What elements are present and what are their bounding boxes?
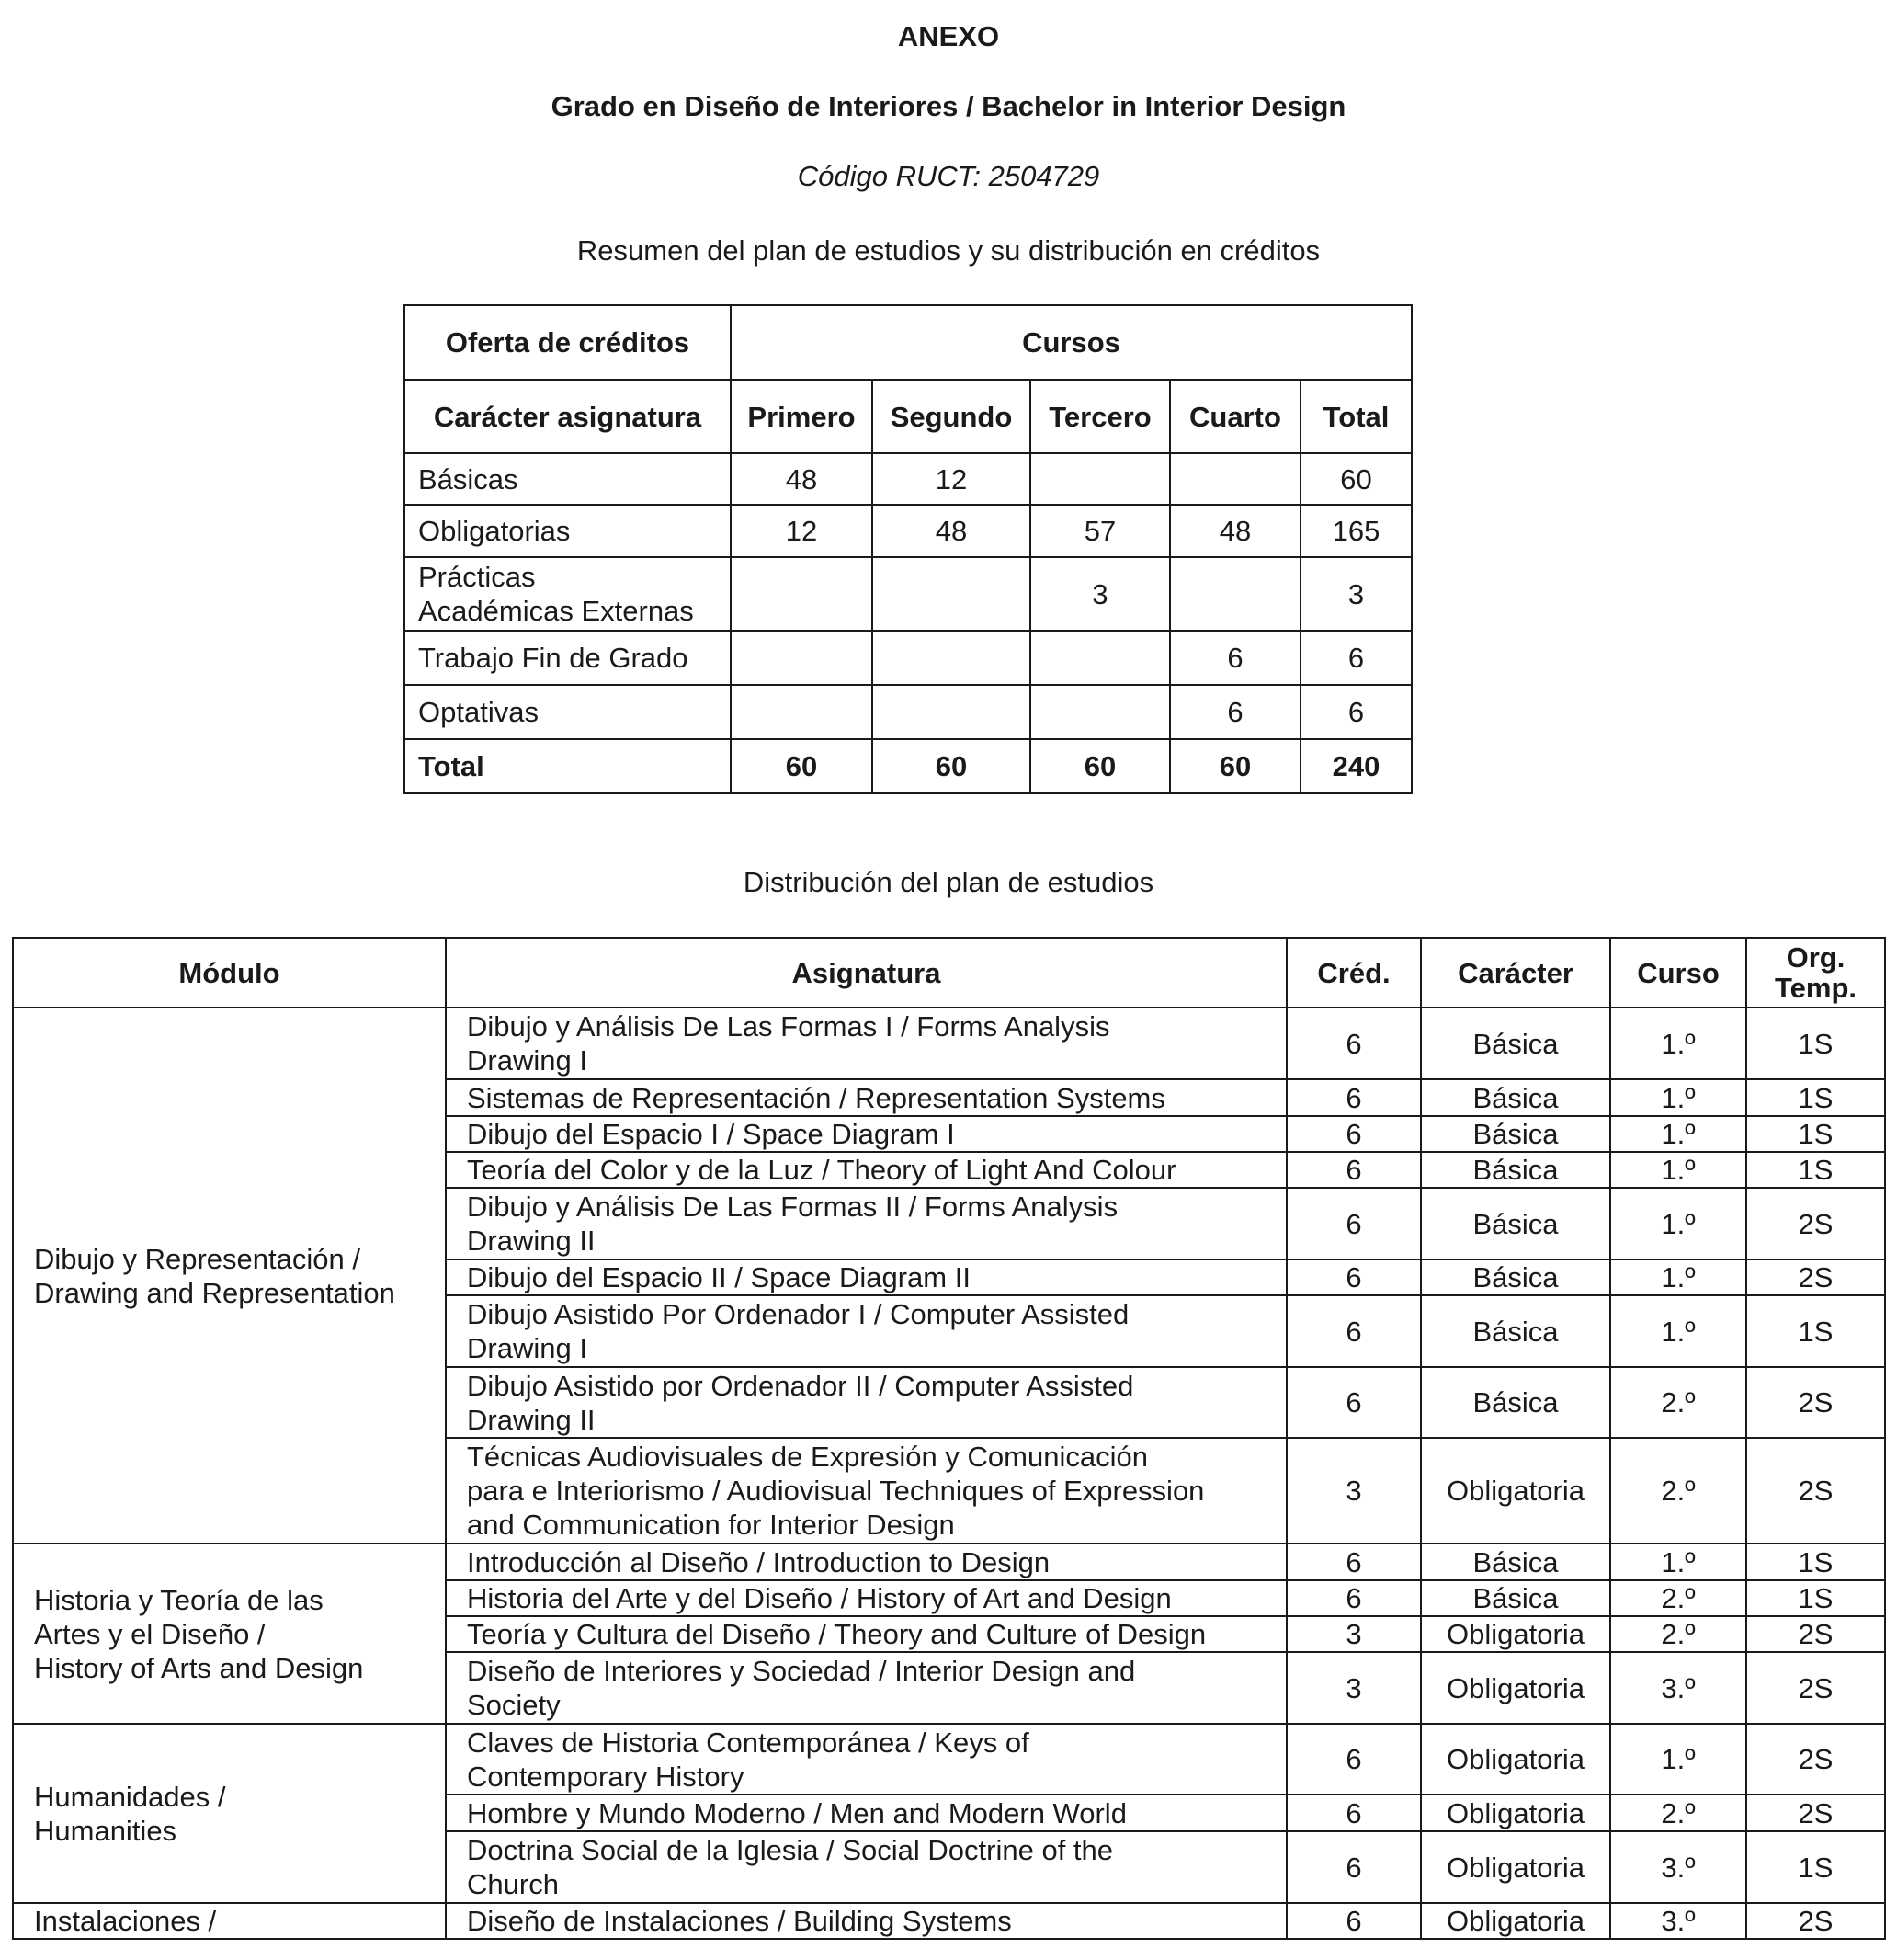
org-cell: 2S <box>1746 1367 1885 1438</box>
cred-cell: 6 <box>1287 1295 1421 1367</box>
summary-total-row <box>404 739 1412 793</box>
cell-tercero: 60 <box>1030 739 1170 793</box>
subject-line: Contemporary History <box>467 1760 744 1793</box>
caracter-cell: Obligatoria <box>1421 1903 1610 1939</box>
subject-cell <box>446 1831 1287 1903</box>
subject-cell: Historia del Arte y del Diseño / History of Art and Design <box>446 1580 1287 1616</box>
cred-cell: 6 <box>1287 1903 1421 1939</box>
cell-total: 6 <box>1301 631 1412 685</box>
org-cell: 1S <box>1746 1079 1885 1116</box>
curso-cell: 1.º <box>1610 1295 1746 1367</box>
curso-cell: 3.º <box>1610 1652 1746 1724</box>
summary-row <box>404 685 1412 739</box>
row-label: Total <box>404 739 731 793</box>
subject-cell: Teoría del Color y de la Luz / Theory of Light And Colour <box>446 1152 1287 1188</box>
degree-title: Grado en Diseño de Interiores / Bachelor in Interior Design <box>551 90 1346 122</box>
summary-row <box>404 631 1412 685</box>
subject-cell: Hombre y Mundo Moderno / Men and Modern World <box>446 1795 1287 1831</box>
cell-total: 3 <box>1301 557 1412 631</box>
subject-cell <box>446 1295 1287 1367</box>
subject-line: para e Interiorismo / Audiovisual Techniques of Expression <box>467 1475 1205 1507</box>
cred-cell: 3 <box>1287 1616 1421 1652</box>
cell-total: 60 <box>1301 453 1412 505</box>
summary-row <box>404 505 1412 557</box>
subject-line: Society <box>467 1689 561 1721</box>
cell-tercero <box>1030 685 1170 739</box>
caracter-cell: Básica <box>1421 1008 1610 1079</box>
org-cell: 2S <box>1746 1188 1885 1259</box>
subject-cell <box>446 1438 1287 1544</box>
subject-cell <box>446 1188 1287 1259</box>
cred-cell: 6 <box>1287 1079 1421 1116</box>
curso-cell: 1.º <box>1610 1724 1746 1795</box>
curso-cell: 1.º <box>1610 1259 1746 1295</box>
curso-cell: 1.º <box>1610 1188 1746 1259</box>
cred-cell: 3 <box>1287 1438 1421 1544</box>
cell-cuarto <box>1170 453 1301 505</box>
cell-primero <box>731 557 872 631</box>
cell-tercero <box>1030 453 1170 505</box>
ruct-code: Código RUCT: 2504729 <box>797 160 1100 192</box>
cell-cuarto <box>1170 557 1301 631</box>
cell-segundo: 48 <box>872 505 1030 557</box>
row-label: Trabajo Fin de Grado <box>404 631 731 685</box>
header-modulo: Módulo <box>13 938 446 1008</box>
subject-cell: Dibujo del Espacio II / Space Diagram II <box>446 1259 1287 1295</box>
cred-cell: 6 <box>1287 1795 1421 1831</box>
org-cell: 2S <box>1746 1438 1885 1544</box>
caracter-cell: Básica <box>1421 1295 1610 1367</box>
caracter-cell: Obligatoria <box>1421 1831 1610 1903</box>
header-cursos: Cursos <box>731 305 1412 380</box>
org-cell: 1S <box>1746 1152 1885 1188</box>
annex-heading: ANEXO <box>897 20 1000 52</box>
module-cell <box>13 1008 446 1544</box>
curso-cell: 2.º <box>1610 1795 1746 1831</box>
row-label: Obligatorias <box>404 505 731 557</box>
cell-primero <box>731 631 872 685</box>
subject-line: Drawing I <box>467 1332 587 1364</box>
module-line: Humanidades / <box>34 1780 226 1813</box>
caracter-cell: Obligatoria <box>1421 1616 1610 1652</box>
module-line: Drawing and Representation <box>34 1276 395 1309</box>
module-cell <box>13 1724 446 1903</box>
module-line: Humanities <box>34 1814 177 1847</box>
curso-cell: 1.º <box>1610 1152 1746 1188</box>
module-cell <box>13 1544 446 1724</box>
header-segundo: Segundo <box>872 380 1030 453</box>
curso-cell: 2.º <box>1610 1616 1746 1652</box>
curso-cell: 1.º <box>1610 1544 1746 1580</box>
cred-cell: 6 <box>1287 1544 1421 1580</box>
subject-line: Dibujo Asistido por Ordenador II / Computer Assisted <box>467 1369 1134 1402</box>
row-label: Básicas <box>404 453 731 505</box>
subject-cell <box>446 1008 1287 1079</box>
curso-cell: 1.º <box>1610 1008 1746 1079</box>
distribution-caption: Distribución del plan de estudios <box>743 866 1154 898</box>
header-oferta: Oferta de créditos <box>404 305 731 380</box>
subject-line: Dibujo y Análisis De Las Formas I / Forms Analysis <box>467 1010 1110 1043</box>
cred-cell: 6 <box>1287 1724 1421 1795</box>
subject-cell: Teoría y Cultura del Diseño / Theory and Culture of Design <box>446 1616 1287 1652</box>
header-cuarto: Cuarto <box>1170 380 1301 453</box>
summary-header-row <box>404 305 1412 380</box>
summary-row <box>404 557 1412 631</box>
cell-tercero: 57 <box>1030 505 1170 557</box>
curso-cell: 2.º <box>1610 1438 1746 1544</box>
cell-segundo <box>872 631 1030 685</box>
cell-total: 240 <box>1301 739 1412 793</box>
subject-line: Técnicas Audiovisuales de Expresión y Comunicación <box>467 1441 1148 1473</box>
subject-line: Drawing II <box>467 1225 596 1257</box>
credit-summary-table <box>403 304 1413 794</box>
caracter-cell: Básica <box>1421 1367 1610 1438</box>
row-label: Optativas <box>404 685 731 739</box>
table-row <box>13 1903 1885 1939</box>
cred-cell: 6 <box>1287 1152 1421 1188</box>
cred-cell: 6 <box>1287 1259 1421 1295</box>
cell-cuarto: 60 <box>1170 739 1301 793</box>
summary-row <box>404 453 1412 505</box>
cred-cell: 6 <box>1287 1116 1421 1152</box>
org-cell: 1S <box>1746 1544 1885 1580</box>
subject-line: Dibujo Asistido Por Ordenador I / Computer Assisted <box>467 1298 1130 1330</box>
org-cell: 2S <box>1746 1652 1885 1724</box>
header-org-temp <box>1746 938 1885 1008</box>
subject-line: Dibujo y Análisis De Las Formas II / Forms Analysis <box>467 1191 1119 1223</box>
cred-cell: 6 <box>1287 1367 1421 1438</box>
curso-cell: 3.º <box>1610 1831 1746 1903</box>
cell-cuarto: 6 <box>1170 685 1301 739</box>
cell-cuarto: 6 <box>1170 631 1301 685</box>
subject-cell <box>446 1652 1287 1724</box>
cell-segundo <box>872 557 1030 631</box>
caracter-cell: Obligatoria <box>1421 1795 1610 1831</box>
table-row <box>13 1544 1885 1580</box>
cell-primero <box>731 685 872 739</box>
subject-line: Drawing II <box>467 1403 596 1436</box>
header-asignatura: Asignatura <box>446 938 1287 1008</box>
header-org-line: Temp. <box>1775 972 1857 1004</box>
row-label <box>404 557 731 631</box>
cred-cell: 6 <box>1287 1008 1421 1079</box>
cred-cell: 6 <box>1287 1580 1421 1616</box>
cell-segundo: 12 <box>872 453 1030 505</box>
subject-line: Church <box>467 1868 559 1900</box>
module-cell: Instalaciones / <box>13 1903 446 1939</box>
module-line: Historia y Teoría de las <box>34 1583 324 1616</box>
org-cell: 1S <box>1746 1008 1885 1079</box>
curso-cell: 3.º <box>1610 1903 1746 1939</box>
distribution-table <box>12 937 1886 1940</box>
header-total: Total <box>1301 380 1412 453</box>
org-cell: 1S <box>1746 1580 1885 1616</box>
subject-line: and Communication for Interior Design <box>467 1509 955 1541</box>
summary-caption: Resumen del plan de estudios y su distribución en créditos <box>576 234 1321 267</box>
org-cell: 2S <box>1746 1795 1885 1831</box>
header-caracter: Carácter asignatura <box>404 380 731 453</box>
subject-cell: Dibujo del Espacio I / Space Diagram I <box>446 1116 1287 1152</box>
header-caracter: Carácter <box>1421 938 1610 1008</box>
header-cred: Créd. <box>1287 938 1421 1008</box>
cell-primero: 48 <box>731 453 872 505</box>
subject-line: Claves de Historia Contemporánea / Keys of <box>467 1726 1029 1759</box>
caracter-cell: Básica <box>1421 1544 1610 1580</box>
org-cell: 1S <box>1746 1116 1885 1152</box>
curso-cell: 1.º <box>1610 1079 1746 1116</box>
module-line: History of Arts and Design <box>34 1651 364 1684</box>
cell-tercero: 3 <box>1030 557 1170 631</box>
org-cell: 2S <box>1746 1724 1885 1795</box>
table-row <box>13 1008 1885 1079</box>
org-cell: 1S <box>1746 1295 1885 1367</box>
header-curso: Curso <box>1610 938 1746 1008</box>
subject-cell: Diseño de Instalaciones / Building Systems <box>446 1903 1287 1939</box>
subject-cell <box>446 1367 1287 1438</box>
cell-segundo <box>872 685 1030 739</box>
cell-total: 6 <box>1301 685 1412 739</box>
row-label-line: Académicas Externas <box>418 595 694 627</box>
module-line: Artes y el Diseño / <box>34 1617 266 1650</box>
summary-subheader-row <box>404 380 1412 453</box>
curso-cell: 1.º <box>1610 1116 1746 1152</box>
header-primero: Primero <box>731 380 872 453</box>
org-cell: 2S <box>1746 1616 1885 1652</box>
distribution-header-row <box>13 938 1885 1008</box>
org-cell: 2S <box>1746 1259 1885 1295</box>
caracter-cell: Básica <box>1421 1116 1610 1152</box>
cred-cell: 6 <box>1287 1188 1421 1259</box>
subject-cell <box>446 1724 1287 1795</box>
cell-primero: 60 <box>731 739 872 793</box>
caracter-cell: Básica <box>1421 1079 1610 1116</box>
subject-cell: Sistemas de Representación / Representation Systems <box>446 1079 1287 1116</box>
row-label-line: Prácticas <box>418 561 536 593</box>
caracter-cell: Básica <box>1421 1259 1610 1295</box>
cell-segundo: 60 <box>872 739 1030 793</box>
subject-line: Drawing I <box>467 1044 587 1077</box>
table-row <box>13 1724 1885 1795</box>
curso-cell: 2.º <box>1610 1367 1746 1438</box>
subject-line: Diseño de Interiores y Sociedad / Interior Design and <box>467 1655 1136 1687</box>
cell-primero: 12 <box>731 505 872 557</box>
cred-cell: 3 <box>1287 1652 1421 1724</box>
caracter-cell: Obligatoria <box>1421 1724 1610 1795</box>
subject-line: Doctrina Social de la Iglesia / Social Doctrine of the <box>467 1834 1114 1866</box>
curso-cell: 2.º <box>1610 1580 1746 1616</box>
caracter-cell: Básica <box>1421 1580 1610 1616</box>
cred-cell: 6 <box>1287 1831 1421 1903</box>
org-cell: 2S <box>1746 1903 1885 1939</box>
header-tercero: Tercero <box>1030 380 1170 453</box>
cell-total: 165 <box>1301 505 1412 557</box>
subject-cell: Introducción al Diseño / Introduction to Design <box>446 1544 1287 1580</box>
caracter-cell: Básica <box>1421 1152 1610 1188</box>
cell-tercero <box>1030 631 1170 685</box>
caracter-cell: Básica <box>1421 1188 1610 1259</box>
caracter-cell: Obligatoria <box>1421 1652 1610 1724</box>
header-org-line: Org. <box>1786 941 1846 974</box>
module-line: Dibujo y Representación / <box>34 1242 360 1275</box>
caracter-cell: Obligatoria <box>1421 1438 1610 1544</box>
cell-cuarto: 48 <box>1170 505 1301 557</box>
org-cell: 1S <box>1746 1831 1885 1903</box>
